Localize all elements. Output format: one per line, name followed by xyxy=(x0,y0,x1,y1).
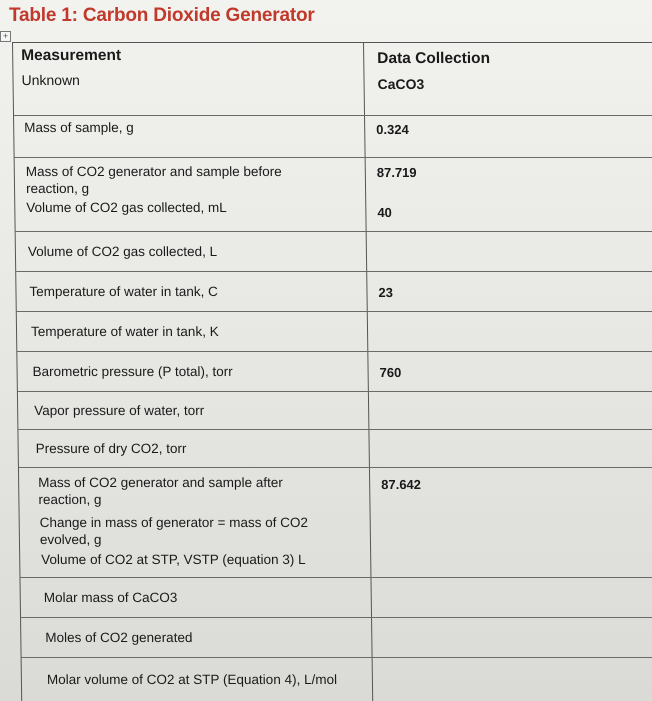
row-value[interactable]: 23 xyxy=(378,285,394,300)
row-label: Moles of CO2 generated xyxy=(45,630,193,645)
row-label: Temperature of water in tank, K xyxy=(30,324,219,339)
table-row xyxy=(20,577,652,618)
table-row xyxy=(20,547,652,578)
table-row xyxy=(15,199,652,232)
row-value[interactable]: 87.719 xyxy=(376,165,417,180)
row-label: Mass of CO2 generator and sample after reaction, g xyxy=(38,475,283,507)
row-label: Pressure of dry CO2, torr xyxy=(35,441,187,456)
table-row xyxy=(22,657,652,701)
row-label: Barometric pressure (P total), torr xyxy=(32,364,233,379)
table-row xyxy=(21,617,652,658)
row-value[interactable]: 40 xyxy=(377,205,392,220)
row-value[interactable]: 0.324 xyxy=(376,122,409,137)
table-row xyxy=(18,429,652,468)
table-row xyxy=(20,509,652,547)
row-label: Change in mass of generator = mass of CO2 evolved, g xyxy=(39,515,309,547)
row-label: Volume of CO2 gas collected, L xyxy=(27,244,218,259)
row-value[interactable]: 87.642 xyxy=(381,477,422,492)
row-label: Volume of CO2 at STP, VSTP (equation 3) L xyxy=(41,552,306,567)
table-move-handle-icon[interactable]: + xyxy=(0,31,11,42)
row-label: Mass of sample, g xyxy=(24,120,134,135)
row-label: Molar mass of CaCO3 xyxy=(43,590,178,605)
table-row xyxy=(14,115,652,158)
table-row xyxy=(17,311,652,352)
row-label: Mass of CO2 generator and sample before reaction, g xyxy=(25,164,282,196)
table-row xyxy=(18,391,652,430)
row-label: Vapor pressure of water, torr xyxy=(34,403,205,418)
row-label: Volume of CO2 gas collected, mL xyxy=(26,200,227,215)
header-measurement: Measurement xyxy=(21,47,122,64)
table-row xyxy=(17,351,652,392)
table-row xyxy=(16,271,652,312)
table-title: Table 1: Carbon Dioxide Generator xyxy=(9,5,315,26)
table-row xyxy=(19,467,652,509)
row-value-unknown[interactable]: CaCO3 xyxy=(377,76,425,92)
table-row-header xyxy=(13,43,652,116)
table-row xyxy=(16,231,652,272)
row-label: Molar volume of CO2 at STP (Equation 4), L/mol xyxy=(46,672,338,687)
data-table xyxy=(12,42,652,701)
header-data-collection: Data Collection xyxy=(377,50,491,67)
row-label: Temperature of water in tank, C xyxy=(29,284,218,299)
table-row xyxy=(15,157,652,199)
row-value[interactable]: 760 xyxy=(379,365,402,380)
row-label-unknown: Unknown xyxy=(21,72,81,88)
